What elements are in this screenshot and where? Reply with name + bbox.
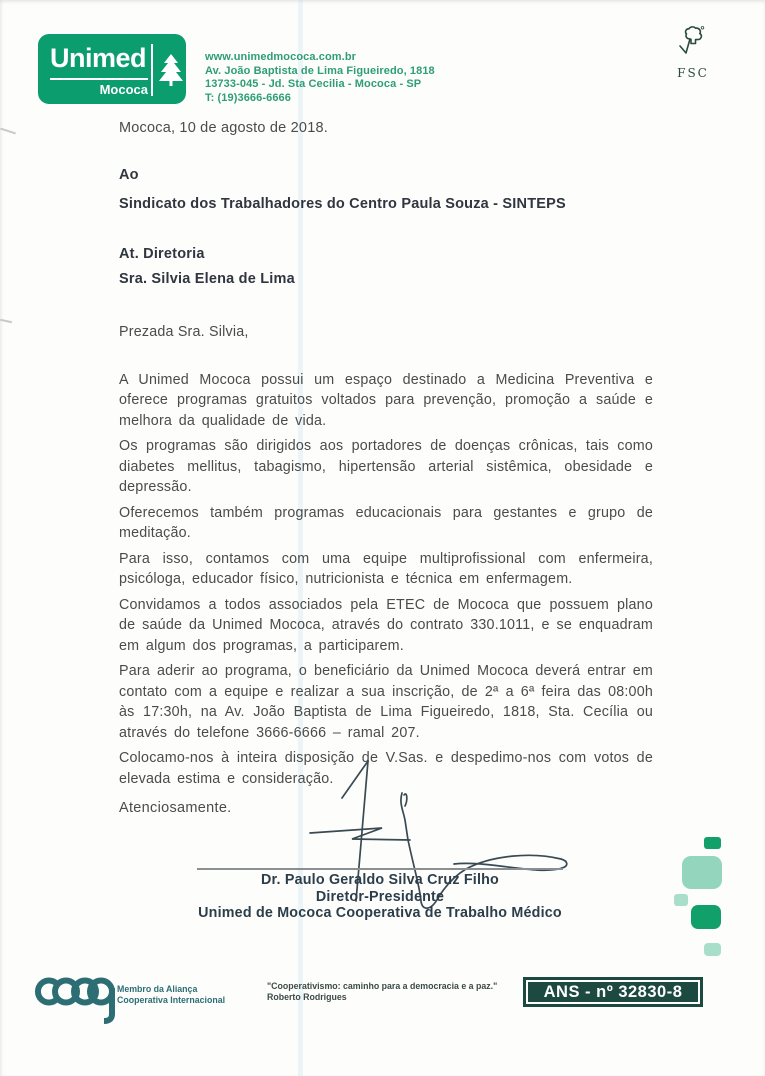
letter-paragraph: Convidamos a todos associados pela ETEC de Mococa que possuem plano de saúde da Unimed Mococa, através do contrato 330.1011, e se enquadram em algum dos programas, a participarem. [119,596,653,654]
coop-membership-line1: Membro da Aliança [117,984,198,994]
letter-paragraph: Para aderir ao programa, o beneficiário da Unimed Mococa deverá entrar em contato com a equipe e realizar a sua inscrição, de 2ª a 6ª feira das 08:00h às 17:30h, na Av. João Baptista de Lima Figueiredo, 1818, Sta. Cecília ou através do telefone 3666-6666 – ramal 207. [119,663,653,741]
decorative-square [704,837,721,849]
fsc-label: FSC [677,66,709,80]
fsc-certification-mark [670,26,716,80]
letter-dateline: Mococa, 10 de agosto de 2018. [119,120,328,136]
unimed-logo-brand-text: Unimed [50,43,147,73]
recipient-to: Ao [119,167,139,183]
signatory-name: Dr. Paulo Geraldo Silva Cruz Filho [261,872,499,888]
letter-paragraph: Colocamo-nos à inteira disposição de V.Sas. e despedimo-nos com votos de elevada estima e consideração. [119,750,653,787]
signature-block [150,872,610,922]
footer-quote [267,981,497,1002]
recipient-person: Sra. Silvia Elena de Lima [119,271,295,287]
decorative-square [704,943,721,956]
unimed-logo [38,34,186,104]
unimed-logo-divider [151,44,153,96]
letter-paragraph: Oferecemos também programas educacionais para gestantes e grupo de meditação. [119,504,653,541]
company-contact-block [205,51,435,105]
coop-alliance-logo [33,972,115,1024]
ans-registration-number: ANS - nº 32830-8 [526,980,700,1004]
letter-closing: Atenciosamente. [119,800,232,816]
ans-registration-badge [523,977,703,1007]
letter-body [119,322,653,794]
signatory-title: Diretor-Presidente [315,888,445,905]
unimed-tree-icon [156,48,186,101]
unimed-logo-rule [50,78,148,80]
footer-quote-author: Roberto Rodrigues [267,991,347,1002]
decorative-square [691,905,721,929]
signature-rule [197,868,563,870]
decorative-square [682,856,722,889]
letter-paragraph: Os programas são dirigidos aos portadores de doenças crônicas, tais como diabetes mellitus, tabagismo, hipertensão arterial sistêmica, obesidade e depressão. [119,438,653,495]
recipient-attention: At. Diretoria [119,246,205,262]
scan-edge-mark [0,319,12,323]
company-address-line1: Av. João Baptista de Lima Figueiredo, 1818 [205,64,435,77]
coop-membership-text [117,984,225,1005]
fsc-tree-icon [675,26,711,60]
company-website: www.unimedmococa.com.br [205,51,357,63]
letter-paragraph: Para isso, contamos com uma equipe multiprofissional com enfermeira, psicóloga, educador físico, nutricionista e técnica em enfermagem. [119,550,653,587]
recipient-organization: Sindicato dos Trabalhadores do Centro Paula Souza - SINTEPS [119,196,566,212]
footer-quote-text: "Cooperativismo: caminho para a democracia e a paz." [267,981,498,991]
letter-paragraph: A Unimed Mococa possui um espaço destinado a Medicina Preventiva e oferece programas gratuitos voltados para prevenção, promoção a saúde e melhora da qualidade de vida. [119,371,653,429]
unimed-logo-city-text: Mococa [99,82,148,97]
letter-greeting: Prezada Sra. Silvia, [119,324,249,340]
scan-edge-mark [0,128,16,135]
company-address-line2: 13733-045 - Jd. Sta Cecilia - Mococa - SP [205,78,422,90]
company-phone: T: (19)3666-6666 [205,91,291,104]
coop-membership-line2: Cooperativa Internacional [117,994,226,1005]
signatory-organization: Unimed de Mococa Cooperativa de Trabalho Médico [198,905,562,921]
decorative-square [674,894,688,906]
